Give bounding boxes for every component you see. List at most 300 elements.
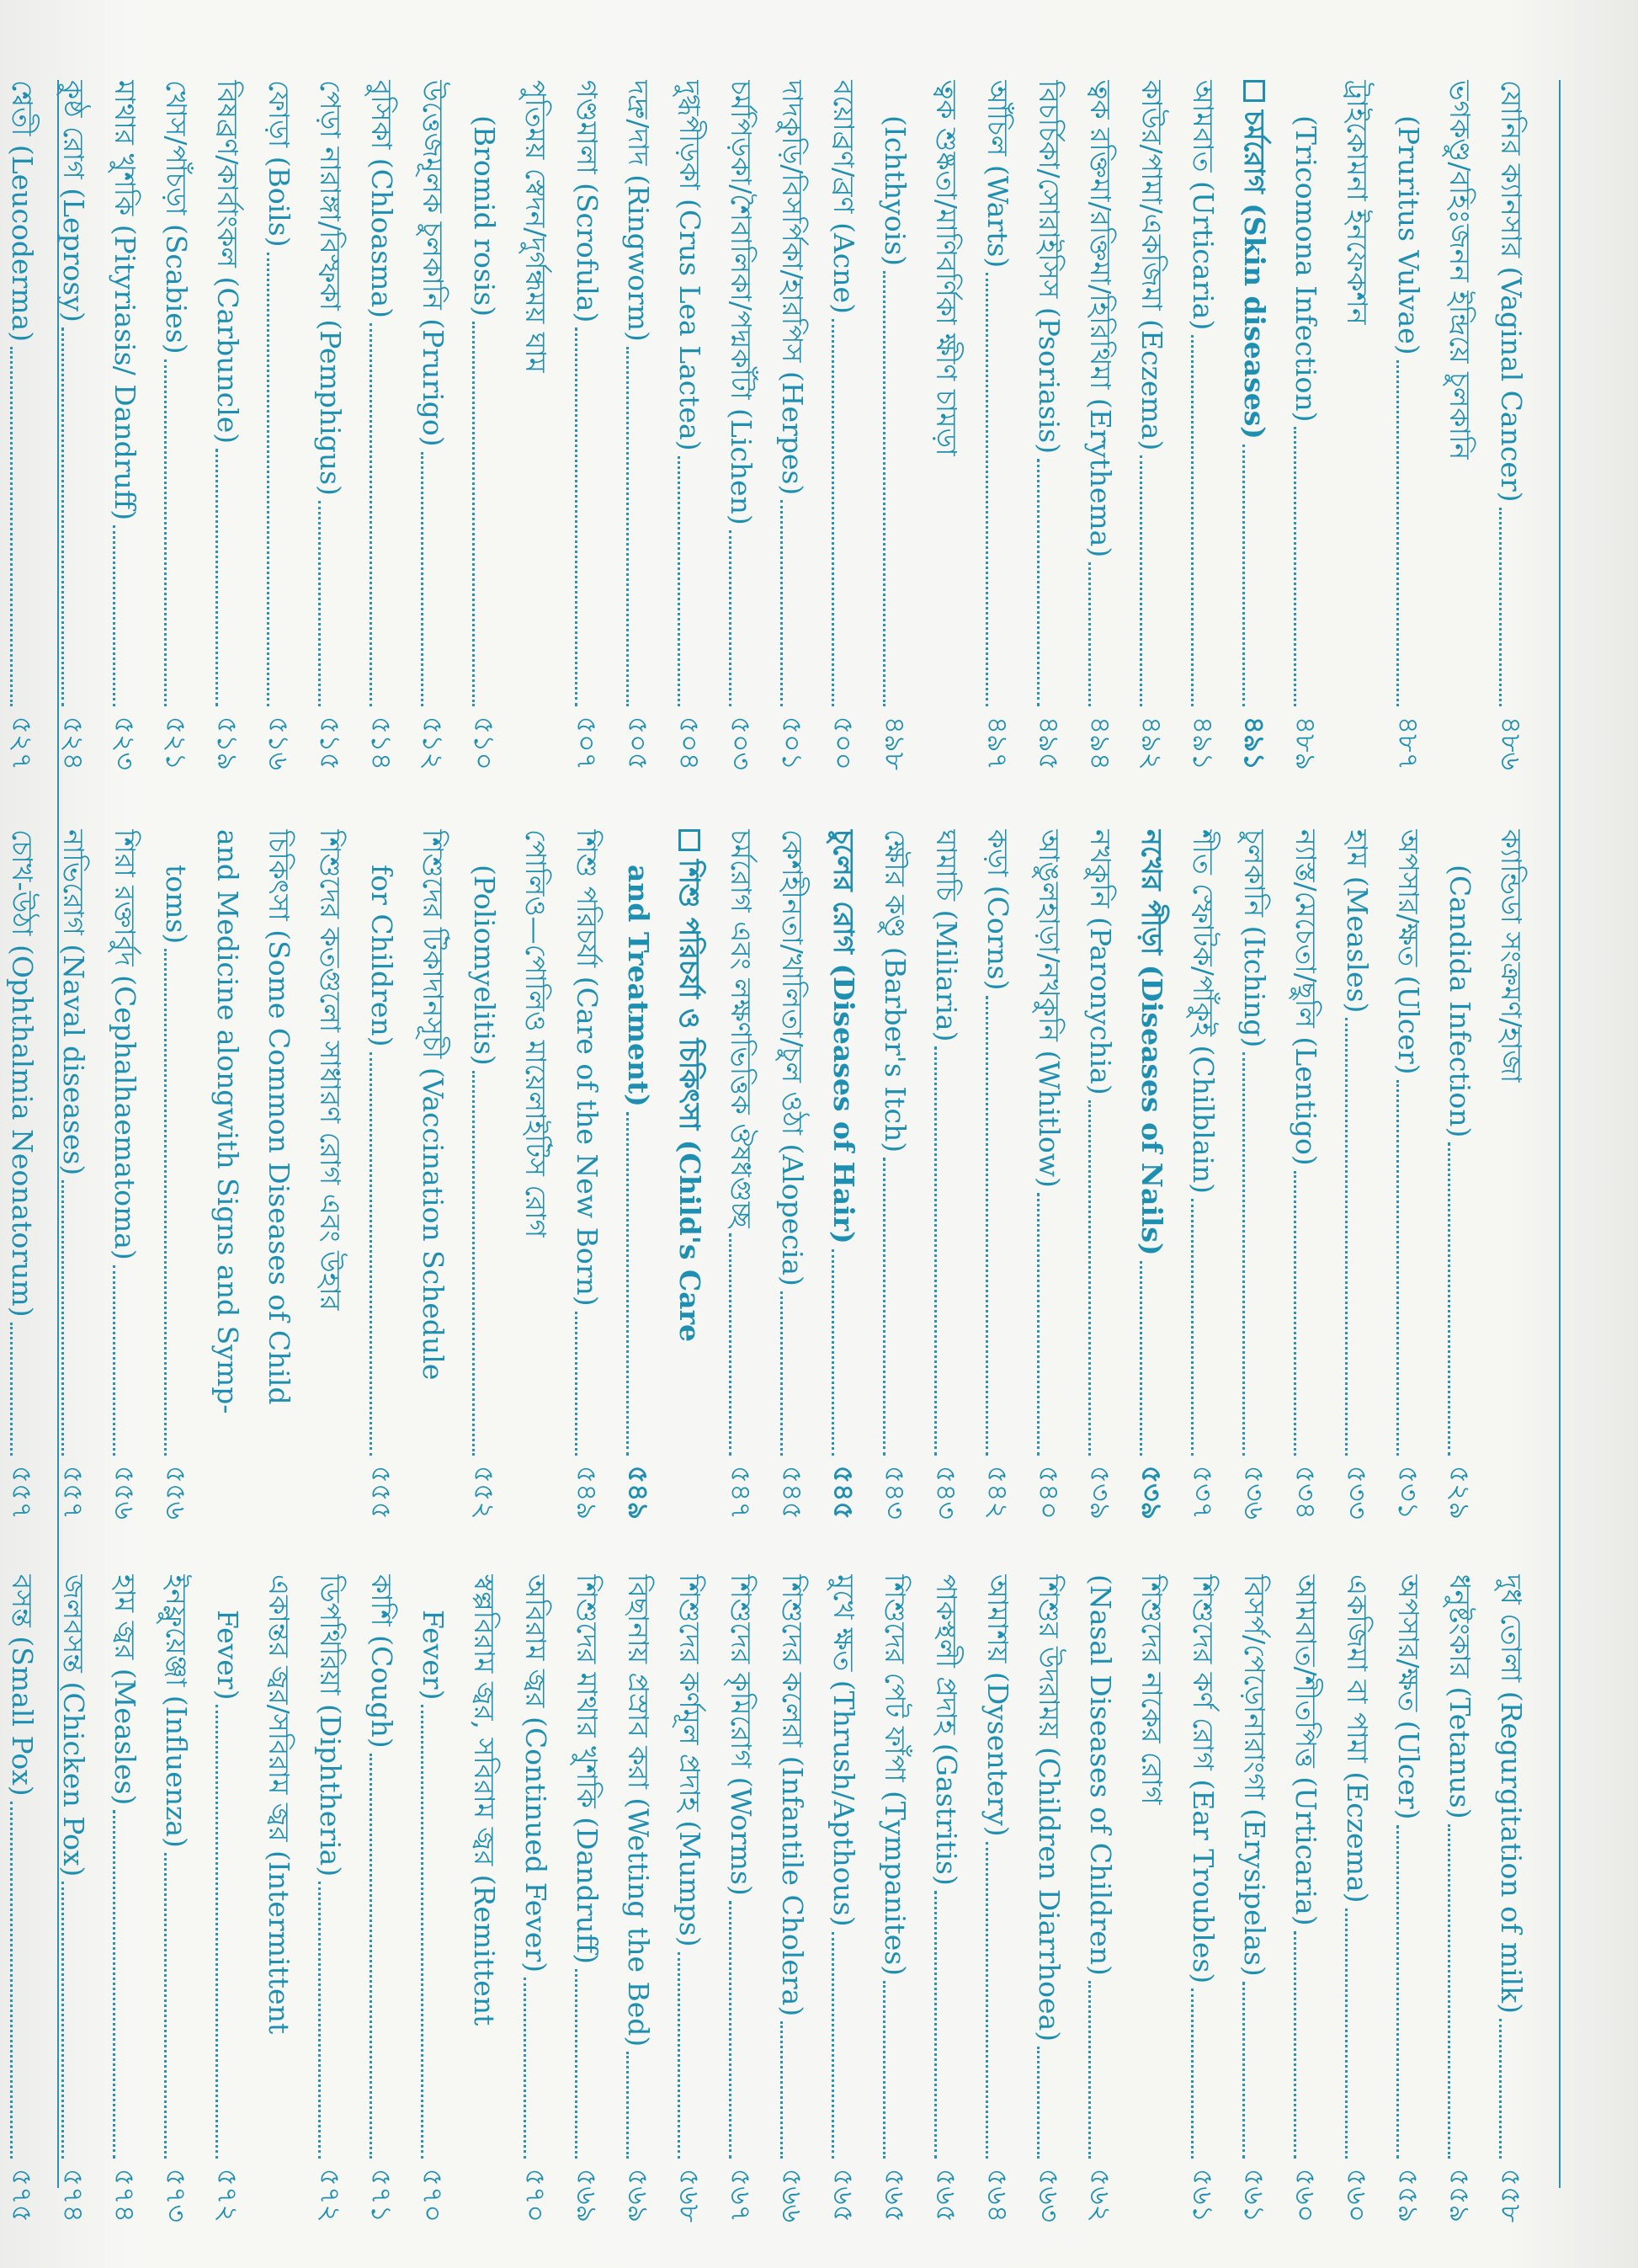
leader-dots [1294, 1171, 1296, 1456]
leader-dots [113, 525, 115, 706]
leader-dots [934, 1046, 937, 1456]
toc-entry [1434, 829, 1486, 1520]
entry-label: বিষব্রণ/কার্বাংকল (Carbuncle) [211, 80, 244, 445]
toc-entry [0, 829, 48, 1520]
entry-label: (Pruritus Vulvae) [1392, 115, 1425, 355]
entry-label: বিছানায় প্রস্রাব করা (Wetting the Bed) [622, 1574, 655, 2047]
page-number: ৫৩৬ [1238, 1465, 1271, 1520]
page-number: ৫১৯ [211, 716, 244, 770]
leader-dots [575, 1312, 577, 1456]
page-number: ৫২১ [160, 716, 193, 770]
page-number: ৫৪০ [1033, 1465, 1066, 1520]
entry-label: মাথার খুশকি (Pityriasis/ Dandruff) [109, 80, 141, 521]
page-number: ৫৫৯ [1444, 2168, 1476, 2223]
entry-label: পোলিও—পোলিও মায়েলাইটিস রোগ [519, 829, 552, 1238]
page-number: ৫১২ [417, 716, 449, 770]
page-number: ৫৫২ [468, 1465, 501, 1520]
entry-label: ইনফ্লুয়েঞ্জা (Influenza) [160, 1574, 193, 1848]
leader-dots [1037, 459, 1040, 706]
page-number: ৫৬৯ [571, 2168, 604, 2223]
leader-dots [934, 1891, 937, 2159]
page-number: ৪৯২ [1135, 716, 1168, 770]
toc-entry [972, 1574, 1024, 2223]
leader-dots [729, 1233, 731, 1456]
toc-entry [1178, 1574, 1229, 2223]
entry-label: ট্রাইকোমনা ইনফেকশন [1341, 80, 1374, 325]
toc-entry [767, 80, 818, 770]
toc-entry [48, 80, 99, 770]
leader-dots [1499, 508, 1502, 706]
entry-label: কুষ্ঠ রোগ (Leprosy) [57, 80, 90, 322]
leader-dots [1345, 1018, 1348, 1456]
leader-dots [370, 1754, 372, 2159]
entry-label: শিশুদের কৃমিরোগ (Worms) [725, 1574, 758, 1896]
page-number: ৫২৩ [109, 716, 141, 770]
toc-entry [1383, 80, 1434, 770]
toc-entry [1126, 80, 1178, 770]
leader-dots [1345, 1909, 1348, 2159]
page-number: ৪৯১ [1187, 716, 1220, 770]
toc-entry [1383, 829, 1434, 1520]
toc-entry [151, 80, 202, 770]
leader-dots [575, 327, 577, 706]
leader-dots [1242, 1052, 1245, 1456]
entry-label: খোস/পাঁচড়া (Scabies) [160, 80, 193, 354]
toc-entry [356, 829, 407, 1520]
entry-label: পাকস্থলী প্রদাহ (Gastritis) [930, 1574, 963, 1886]
page-number: ৫৬১ [1187, 2168, 1220, 2223]
leader-dots [10, 1802, 13, 2159]
entry-label: (Nasal Diseases of Children) [1084, 1574, 1117, 1976]
entry-label: একজিমা বা পামা (Eczema) [1341, 1574, 1374, 1903]
entry-label: আমবাত/শীতপিত্ত (Urticaria) [1290, 1574, 1322, 1926]
toc-entry [1434, 80, 1486, 770]
toc-entry [151, 1574, 202, 2223]
leader-dots [472, 1071, 475, 1456]
page-number: ৫৪৫ [776, 1465, 809, 1520]
leader-dots [1294, 1931, 1296, 2159]
leader-dots [780, 500, 783, 706]
section-subheading [818, 829, 870, 1520]
toc-entry [767, 1574, 818, 2223]
page-number: ৫৫৬ [109, 1465, 141, 1520]
page-number: ৫৩৯ [1135, 1465, 1168, 1520]
page-number: ৫৪৭ [725, 1465, 758, 1520]
page-number: ৫৭২ [314, 2168, 347, 2223]
page-number: ৫০৭ [571, 716, 604, 770]
entry-label: ত্বক রক্তিমা/রক্তিমা/হিরিথিমা (Erythema) [1084, 80, 1117, 558]
toc-entry [972, 80, 1024, 770]
page-number: ৫৭১ [365, 2168, 398, 2223]
leader-dots [1499, 2019, 1502, 2159]
toc-entry [1383, 1574, 1434, 2223]
entry-label: যোনির ক্যানসার (Vaginal Cancer) [1495, 80, 1528, 503]
toc-entry [870, 80, 921, 770]
entry-label: কেশহীনতা/খালিতা/চুল ওঠা (Alopecia) [776, 829, 809, 1286]
entry-label: চর্মরোগ এবং লক্ষণভিত্তিক ঔষধগুচ্ছ [725, 829, 758, 1228]
toc-entry [1229, 1574, 1280, 2223]
entry-label: চোখ-উঠা (Ophthalmia Neonatorum) [6, 829, 39, 1318]
page-number: ৫৬২ [1084, 2168, 1117, 2223]
entry-label: বয়োব্রণ/ব্রণ (Acne) [827, 80, 860, 314]
page-number: ৫৪৯ [571, 1465, 604, 1520]
page-number: ৫৫৭ [57, 1465, 90, 1520]
page-number: ৫৬৫ [930, 2168, 963, 2223]
leader-dots [421, 1705, 423, 2159]
page-number: ৫৭৪ [109, 2168, 141, 2223]
page-number: ৫১৪ [365, 716, 398, 770]
toc-entry [253, 80, 305, 770]
toc-entry [1024, 1574, 1075, 2223]
toc-entry [561, 829, 613, 1520]
toc-entry [0, 80, 48, 770]
entry-label: (Ichthyois) [879, 115, 912, 267]
page-number: ৫৬৯ [622, 2168, 655, 2223]
leader-dots [1448, 1142, 1450, 1456]
entry-label: অপসার/ক্ষত (Ulcer) [1392, 1574, 1425, 1820]
toc-entry [1486, 1574, 1537, 2223]
entry-label: দুধ তোলা (Regurgitation of milk) [1495, 1574, 1528, 2014]
entry-label: কাউর/পামা/একজিমা (Eczema) [1135, 80, 1168, 451]
toc-entry [510, 80, 561, 770]
entry-label: (Bromid rosis) [468, 115, 501, 317]
leader-dots [1037, 2047, 1040, 2159]
toc-entry [407, 80, 459, 770]
entry-label: আমাশয় (Dysentery) [981, 1574, 1014, 1837]
leader-dots [524, 1978, 526, 2159]
leader-dots [1396, 1080, 1399, 1456]
leader-dots [1191, 1988, 1194, 2159]
entry-label: জলবসন্ত (Chicken Pox) [57, 1574, 90, 1877]
page-number: ৫৫৭ [6, 1465, 39, 1520]
leader-dots [1242, 445, 1245, 706]
page-number: ৫৭০ [519, 2168, 552, 2223]
entry-label: নখের পীড়া (Diseases of Nails) [1135, 829, 1168, 1256]
leader-dots [1396, 360, 1399, 706]
toc-entry [305, 829, 356, 1520]
leader-dots [832, 1932, 834, 2159]
entry-label: (Tricomona Infection) [1290, 115, 1322, 423]
leader-dots [1191, 335, 1194, 706]
toc-entry [664, 1574, 715, 2223]
toc-entry [1075, 80, 1126, 770]
page-number: ৪৮৭ [1392, 716, 1425, 770]
toc-entry [870, 1574, 921, 2223]
toc-entry [99, 829, 151, 1520]
toc-entry [510, 1574, 561, 2223]
toc-entry [921, 80, 972, 770]
leader-dots [370, 323, 372, 706]
entry-label: শিশুদের টিকাদানসূচী (Vaccination Schedule [417, 829, 449, 1381]
leader-dots [626, 347, 629, 706]
page-number: ৫৬৫ [827, 2168, 860, 2223]
toc-entry [151, 829, 202, 1520]
leader-dots [61, 1180, 64, 1456]
leader-dots [472, 322, 475, 706]
entry-label: দুগ্ধপীড়কা (Crus Lea Lactea) [673, 80, 706, 451]
page-number: ৫১০ [468, 716, 501, 770]
entry-label: শিশুদের কর্ণমূল প্রদাহ (Mumps) [673, 1574, 706, 1947]
toc-entry [459, 1574, 510, 2223]
page-number: ৫৪২ [981, 1465, 1014, 1520]
entry-label: পুতিময় স্বেদন/দুর্গন্ধময় ঘাম [519, 80, 552, 374]
entry-label: আমবাত (Urticaria) [1187, 80, 1220, 331]
page-number: ৫৬৭ [725, 2168, 758, 2223]
toc-entry [715, 80, 767, 770]
entry-label: শিরা রক্তার্বুদ (Cephalhaematoma) [109, 829, 141, 1260]
entry-label: ভগকণ্ডু/বহিঃজনন ইন্দ্রিয়ে চুলকানি [1444, 80, 1476, 461]
page-number: ৫০০ [827, 716, 860, 770]
leader-dots [113, 1265, 115, 1456]
leader-dots [780, 1291, 783, 1456]
entry-label: শ্বেতী (Leucoderma) [6, 80, 39, 343]
leader-dots [729, 1901, 731, 2159]
entry-label: চর্মরোগ (Skin diseases) [1229, 80, 1280, 439]
entry-label: (Poliomyelitis) [468, 865, 501, 1066]
toc-entry [1178, 829, 1229, 1520]
page-number: ৪৯৪ [1084, 716, 1117, 770]
leader-dots [215, 449, 218, 706]
entry-label: আঙুলহাড়া/নখকুনি (Whitlow) [1033, 829, 1066, 1188]
toc-entry [1332, 1574, 1383, 2223]
toc-entry [1332, 829, 1383, 1520]
entry-label: চুলকানি (Itching) [1238, 829, 1271, 1048]
page-number: ৫০৫ [622, 716, 655, 770]
page-number: ৫৪৯ [622, 1465, 655, 1520]
entry-label: Fever) [417, 1610, 449, 1701]
leader-dots [626, 2052, 629, 2159]
toc-entry [818, 1574, 870, 2223]
page-number: ৪৮৯ [1290, 716, 1322, 770]
leader-dots [10, 1323, 13, 1456]
leader-dots [1294, 427, 1296, 706]
toc-entry [510, 829, 561, 1520]
entry-label: উত্তেজমূলক চুলকানি (Prurigo) [417, 80, 449, 447]
entry-label: শিশুর উদরাময় (Children Diarrhoea) [1033, 1574, 1066, 2042]
entry-label: শীত স্ফোটক/পাঁকুই (Chilblain) [1187, 829, 1220, 1195]
toc-entry [561, 1574, 613, 2223]
page-number: ৫৫৬ [160, 1465, 193, 1520]
toc-entry [202, 80, 253, 770]
toc-entry [99, 1574, 151, 2223]
leader-dots [883, 1158, 885, 1456]
entry-label: দদ্রু/দাদ (Ringworm) [622, 80, 655, 342]
leader-dots [729, 530, 731, 706]
page-number: ৫৫৫ [365, 1465, 398, 1520]
entry-label: বুসিকা (Chloasma) [365, 80, 398, 319]
leader-dots [832, 319, 834, 706]
toc-entry [972, 829, 1024, 1520]
toc-entry [921, 829, 972, 1520]
page-number: ৫৬৬ [776, 2168, 809, 2223]
leader-dots [318, 1882, 321, 2159]
page-number: ৫০৩ [725, 716, 758, 770]
toc-entry [1126, 1574, 1178, 2223]
toc-entry [613, 1574, 664, 2223]
toc-entry [613, 80, 664, 770]
page-number: ৫৪৩ [930, 1465, 963, 1520]
leader-dots [164, 949, 167, 1456]
entry-label: ক্যান্ডিডা সংক্রমণ/হাজা [1495, 829, 1528, 1083]
page-number: ৫৪৫ [827, 1465, 860, 1520]
contents-column-3 [0, 1574, 1537, 2223]
entry-label: শিশুদের কর্ণ রোগ (Ear Troubles) [1187, 1574, 1220, 1984]
page-number: ৪৯৫ [1033, 716, 1066, 770]
page-number: ৪৮৬ [1495, 716, 1528, 770]
toc-entry [305, 1574, 356, 2223]
leader-dots [1448, 1824, 1450, 2159]
leader-dots [61, 327, 64, 706]
leader-dots [1396, 1825, 1399, 2159]
entry-label: স্বল্পবিরাম জ্বর, সবিরাম জ্বর (Remittent [468, 1574, 501, 2026]
leader-dots [678, 456, 680, 706]
page-number: ৫১৬ [263, 716, 295, 770]
toc-entry [870, 829, 921, 1520]
page-number: ৫৭৪ [57, 2168, 90, 2223]
leader-dots [575, 1969, 577, 2159]
toc-entry [715, 1574, 767, 2223]
page-number: ৫৫৮ [1495, 2168, 1528, 2223]
leader-dots [1088, 562, 1091, 706]
toc-entry [921, 1574, 972, 2223]
bottom-rule [57, 80, 59, 2188]
leader-dots [832, 1249, 834, 1456]
entry-label: চর্মপিড়কা/শৈবালিকা/পদ্মকাঁটা (Lichen) [725, 80, 758, 525]
entry-label: ন্যাস্ত/মেচেতা/ছুলি (Lentigo) [1290, 829, 1322, 1166]
page-number: ৫৭৫ [6, 2168, 39, 2223]
entry-label: শিশু পরিচর্যা ও চিকিৎসা (Child's Care [664, 829, 715, 1342]
entry-label: ঘামাচি (Miliaria) [930, 829, 963, 1042]
toc-entry [407, 1574, 459, 2223]
page-number: ৫৩৪ [1290, 1465, 1322, 1520]
entry-label: চুলের রোগ (Diseases of Hair) [827, 829, 860, 1244]
toc-entry [1434, 1574, 1486, 2223]
entry-label: and Medicine alongwith Signs and Symp- [211, 829, 244, 1414]
toc-entry [48, 1574, 99, 2223]
page-number: ৫৩৯ [1084, 1465, 1117, 1520]
entry-label: ডিপথিরিয়া (Diphtheria) [314, 1574, 347, 1877]
toc-entry [1280, 1574, 1332, 2223]
page-number: ৫৩৩ [1341, 1465, 1374, 1520]
page-number: ৫৭২ [211, 2168, 244, 2223]
entry-label: দাদকুড়ি/বিসর্পিকা/হারপিস (Herpes) [776, 80, 809, 496]
entry-label: (Candida Infection) [1444, 865, 1476, 1138]
page-number: ৫৬৪ [981, 2168, 1014, 2223]
entry-label: মুখে ক্ষত (Thrush/Apthous) [827, 1574, 860, 1927]
leader-dots [1037, 1193, 1040, 1456]
toc-entry [1075, 829, 1126, 1520]
leader-dots [626, 1112, 629, 1456]
entry-label: কড়া (Corns) [981, 829, 1014, 991]
toc-entry [664, 80, 715, 770]
entry-label: শিশু পরিচর্যা (Care of the New Born) [571, 829, 604, 1307]
page-number: ৫৩১ [1392, 1465, 1425, 1520]
entry-label: একান্তর জ্বর/সবিরাম জ্বর (Intermittent [263, 1574, 295, 2035]
leader-dots [164, 359, 167, 706]
toc-entry [1486, 80, 1537, 770]
page-number: ৫৫৯ [1392, 2168, 1425, 2223]
entry-label: পেড়া নারাঙ্গা/বিস্ফকা (Pemphigus) [314, 80, 347, 496]
toc-entry [1332, 80, 1383, 770]
toc-entry [99, 80, 151, 770]
toc-entry [1024, 80, 1075, 770]
page-number: ৪৯৮ [879, 716, 912, 770]
toc-entry [202, 829, 253, 1520]
page-number: ৫৭০ [417, 2168, 449, 2223]
leader-dots [267, 253, 269, 706]
leader-dots [113, 1810, 115, 2159]
entry-label: কাশি (Cough) [365, 1574, 398, 1749]
page-number: ৫৬০ [1341, 2168, 1374, 2223]
leader-dots [1242, 1982, 1245, 2159]
page-number: ৫১৫ [314, 716, 347, 770]
entry-label: অপসার/ক্ষত (Ulcer) [1392, 829, 1425, 1075]
toc-entry [715, 829, 767, 1520]
entry-label: শিশুদের কতগুলো সাধারণ রোগ এবং উহার [314, 829, 347, 1311]
entry-label: হাম জ্বর (Measles) [109, 1574, 141, 1806]
entry-label: নখকুনি (Paronychia) [1084, 829, 1117, 1095]
leader-dots [1088, 1100, 1091, 1456]
section-subheading [1126, 829, 1178, 1520]
page-number: ৫২৯ [1444, 1465, 1476, 1520]
contents-column-1 [0, 80, 1537, 770]
section-heading [664, 829, 715, 1520]
leader-dots [986, 273, 988, 706]
toc-entry [356, 80, 407, 770]
page-number: ৫২৭ [6, 716, 39, 770]
page-number: ৪৯৭ [981, 716, 1014, 770]
page-number: ৫৬৩ [1033, 2168, 1066, 2223]
page-number: ৫০১ [776, 716, 809, 770]
entry-label: ফোড়া (Boils) [263, 80, 295, 248]
toc-entry [818, 80, 870, 770]
page-number: ৫৬০ [1290, 2168, 1322, 2223]
contents-column-2 [0, 829, 1537, 1520]
toc-entry [1024, 829, 1075, 1520]
top-rule [1559, 80, 1561, 2188]
entry-label: Fever) [211, 1610, 244, 1701]
entry-label: শিশুদের পেট ফাঁপা (Tympanites) [879, 1574, 912, 1977]
leader-dots [1140, 1261, 1142, 1456]
toc-entry [356, 1574, 407, 2223]
toc-entry [305, 80, 356, 770]
leader-dots [421, 452, 423, 706]
entry-label: ক্ষৌর কণ্ডু (Barber's Itch) [879, 829, 912, 1153]
leader-dots [164, 1853, 167, 2159]
toc-entry [202, 1574, 253, 2223]
entry-label: অবিরাম জ্বর (Continued Fever) [519, 1574, 552, 1973]
toc-entry [561, 80, 613, 770]
entry-label: হাম (Measles) [1341, 829, 1374, 1014]
leader-dots [883, 1981, 885, 2159]
section-heading [1229, 80, 1280, 770]
toc-entry [407, 829, 459, 1520]
toc-entry [48, 829, 99, 1520]
entry-label: শিশুদের মাথার খুশকি (Dandruff) [571, 1574, 604, 1965]
page-number: ৫৬৫ [879, 2168, 912, 2223]
section-heading-continued [613, 829, 664, 1520]
toc-entry [767, 829, 818, 1520]
toc-entry [1486, 829, 1537, 1520]
entry-label: toms) [160, 865, 193, 945]
toc-entry [253, 829, 305, 1520]
toc-entry [459, 80, 510, 770]
leader-dots [883, 271, 885, 706]
entry-label: শিশুদের নাকের রোগ [1135, 1574, 1168, 1805]
leader-dots [370, 1052, 372, 1456]
page-number: ৫৪৩ [879, 1465, 912, 1520]
leader-dots [1191, 1199, 1194, 1456]
